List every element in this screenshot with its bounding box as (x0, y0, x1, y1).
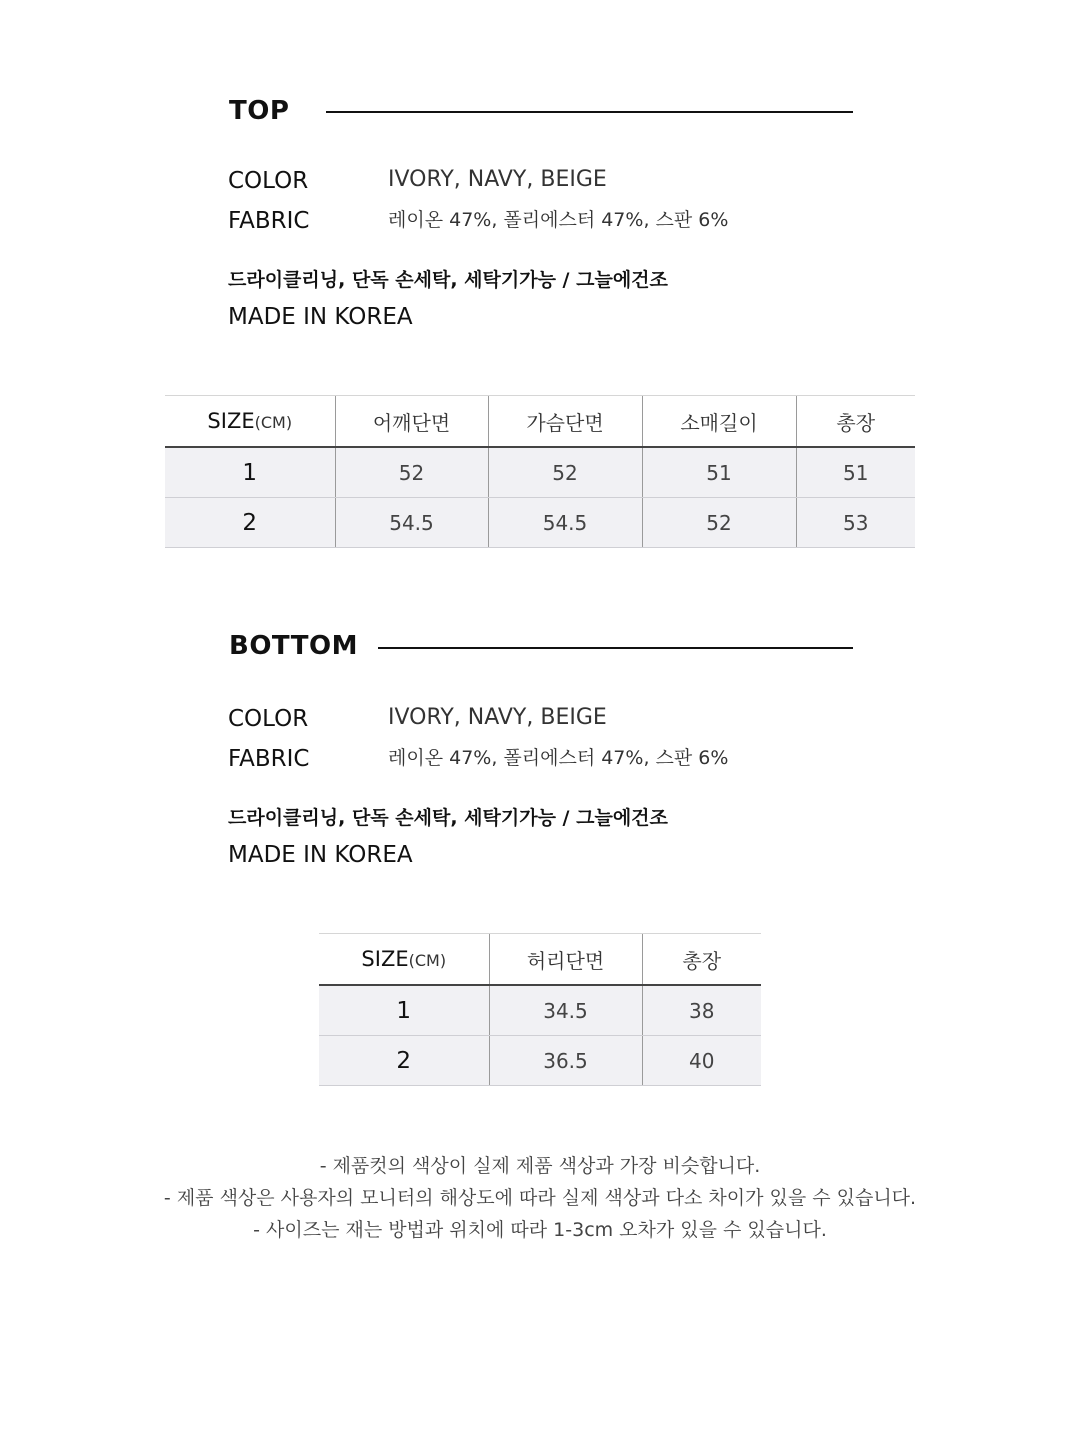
note-line: - 사이즈는 재는 방법과 위치에 따라 1-3cm 오차가 있을 수 있습니다. (253, 1219, 827, 1241)
table-cell: 53 (796, 498, 915, 548)
table-row (319, 1036, 761, 1086)
top-color-label: COLOR (228, 168, 309, 194)
top-section-title: TOP (229, 96, 290, 126)
size-cell: 1 (165, 447, 335, 498)
size-column-header (165, 396, 335, 448)
table-cell: 38 (642, 985, 761, 1036)
column-header-waist: 허리단면 (489, 934, 642, 986)
column-header-chest: 가슴단면 (488, 396, 642, 448)
size-label: SIZE (361, 947, 409, 971)
top-made-in: MADE IN KOREA (228, 304, 413, 330)
table-cell: 36.5 (489, 1036, 642, 1086)
note-line: - 제품 색상은 사용자의 모니터의 해상도에 따라 실제 색상과 다소 차이가 있을 수 있습니다. (163, 1187, 917, 1209)
table-header-row (319, 934, 761, 986)
size-label: SIZE (207, 409, 255, 433)
top-color-value: IVORY, NAVY, BEIGE (388, 167, 607, 192)
column-header-sleeve: 소매길이 (642, 396, 796, 448)
column-header-length: 총장 (796, 396, 915, 448)
bottom-section-title: BOTTOM (229, 631, 358, 661)
column-header-shoulder: 어깨단면 (335, 396, 488, 448)
table-cell: 52 (335, 447, 488, 498)
size-unit: (CM) (254, 413, 293, 432)
notes-block (0, 1150, 1080, 1246)
table-row (165, 498, 915, 548)
table-cell: 51 (796, 447, 915, 498)
top-fabric-label: FABRIC (228, 208, 310, 234)
size-cell: 2 (165, 498, 335, 548)
bottom-color-value: IVORY, NAVY, BEIGE (388, 705, 607, 730)
table-cell: 34.5 (489, 985, 642, 1036)
top-care-instructions: 드라이클리닝, 단독 손세탁, 세탁기가능 / 그늘에건조 (228, 269, 668, 291)
bottom-color-label: COLOR (228, 706, 309, 732)
bottom-fabric-value: 레이온 47%, 폴리에스터 47%, 스판 6% (388, 747, 729, 769)
table-cell: 52 (642, 498, 796, 548)
size-unit: (CM) (408, 951, 447, 970)
table-cell: 54.5 (335, 498, 488, 548)
size-cell: 1 (319, 985, 489, 1036)
table-cell: 40 (642, 1036, 761, 1086)
table-row (319, 985, 761, 1036)
size-column-header (319, 934, 489, 986)
table-row (165, 447, 915, 498)
table-cell: 52 (488, 447, 642, 498)
top-section-divider (326, 111, 853, 113)
bottom-care-instructions: 드라이클리닝, 단독 손세탁, 세탁기가능 / 그늘에건조 (228, 807, 668, 829)
bottom-size-table (319, 933, 761, 1086)
top-size-table (165, 395, 915, 548)
bottom-fabric-label: FABRIC (228, 746, 310, 772)
size-cell: 2 (319, 1036, 489, 1086)
column-header-length: 총장 (642, 934, 761, 986)
bottom-section-divider (378, 647, 853, 649)
table-cell: 51 (642, 447, 796, 498)
table-header-row (165, 396, 915, 448)
bottom-made-in: MADE IN KOREA (228, 842, 413, 868)
top-fabric-value: 레이온 47%, 폴리에스터 47%, 스판 6% (388, 209, 729, 231)
table-cell: 54.5 (488, 498, 642, 548)
note-line: - 제품컷의 색상이 실제 제품 색상과 가장 비슷합니다. (319, 1155, 761, 1177)
